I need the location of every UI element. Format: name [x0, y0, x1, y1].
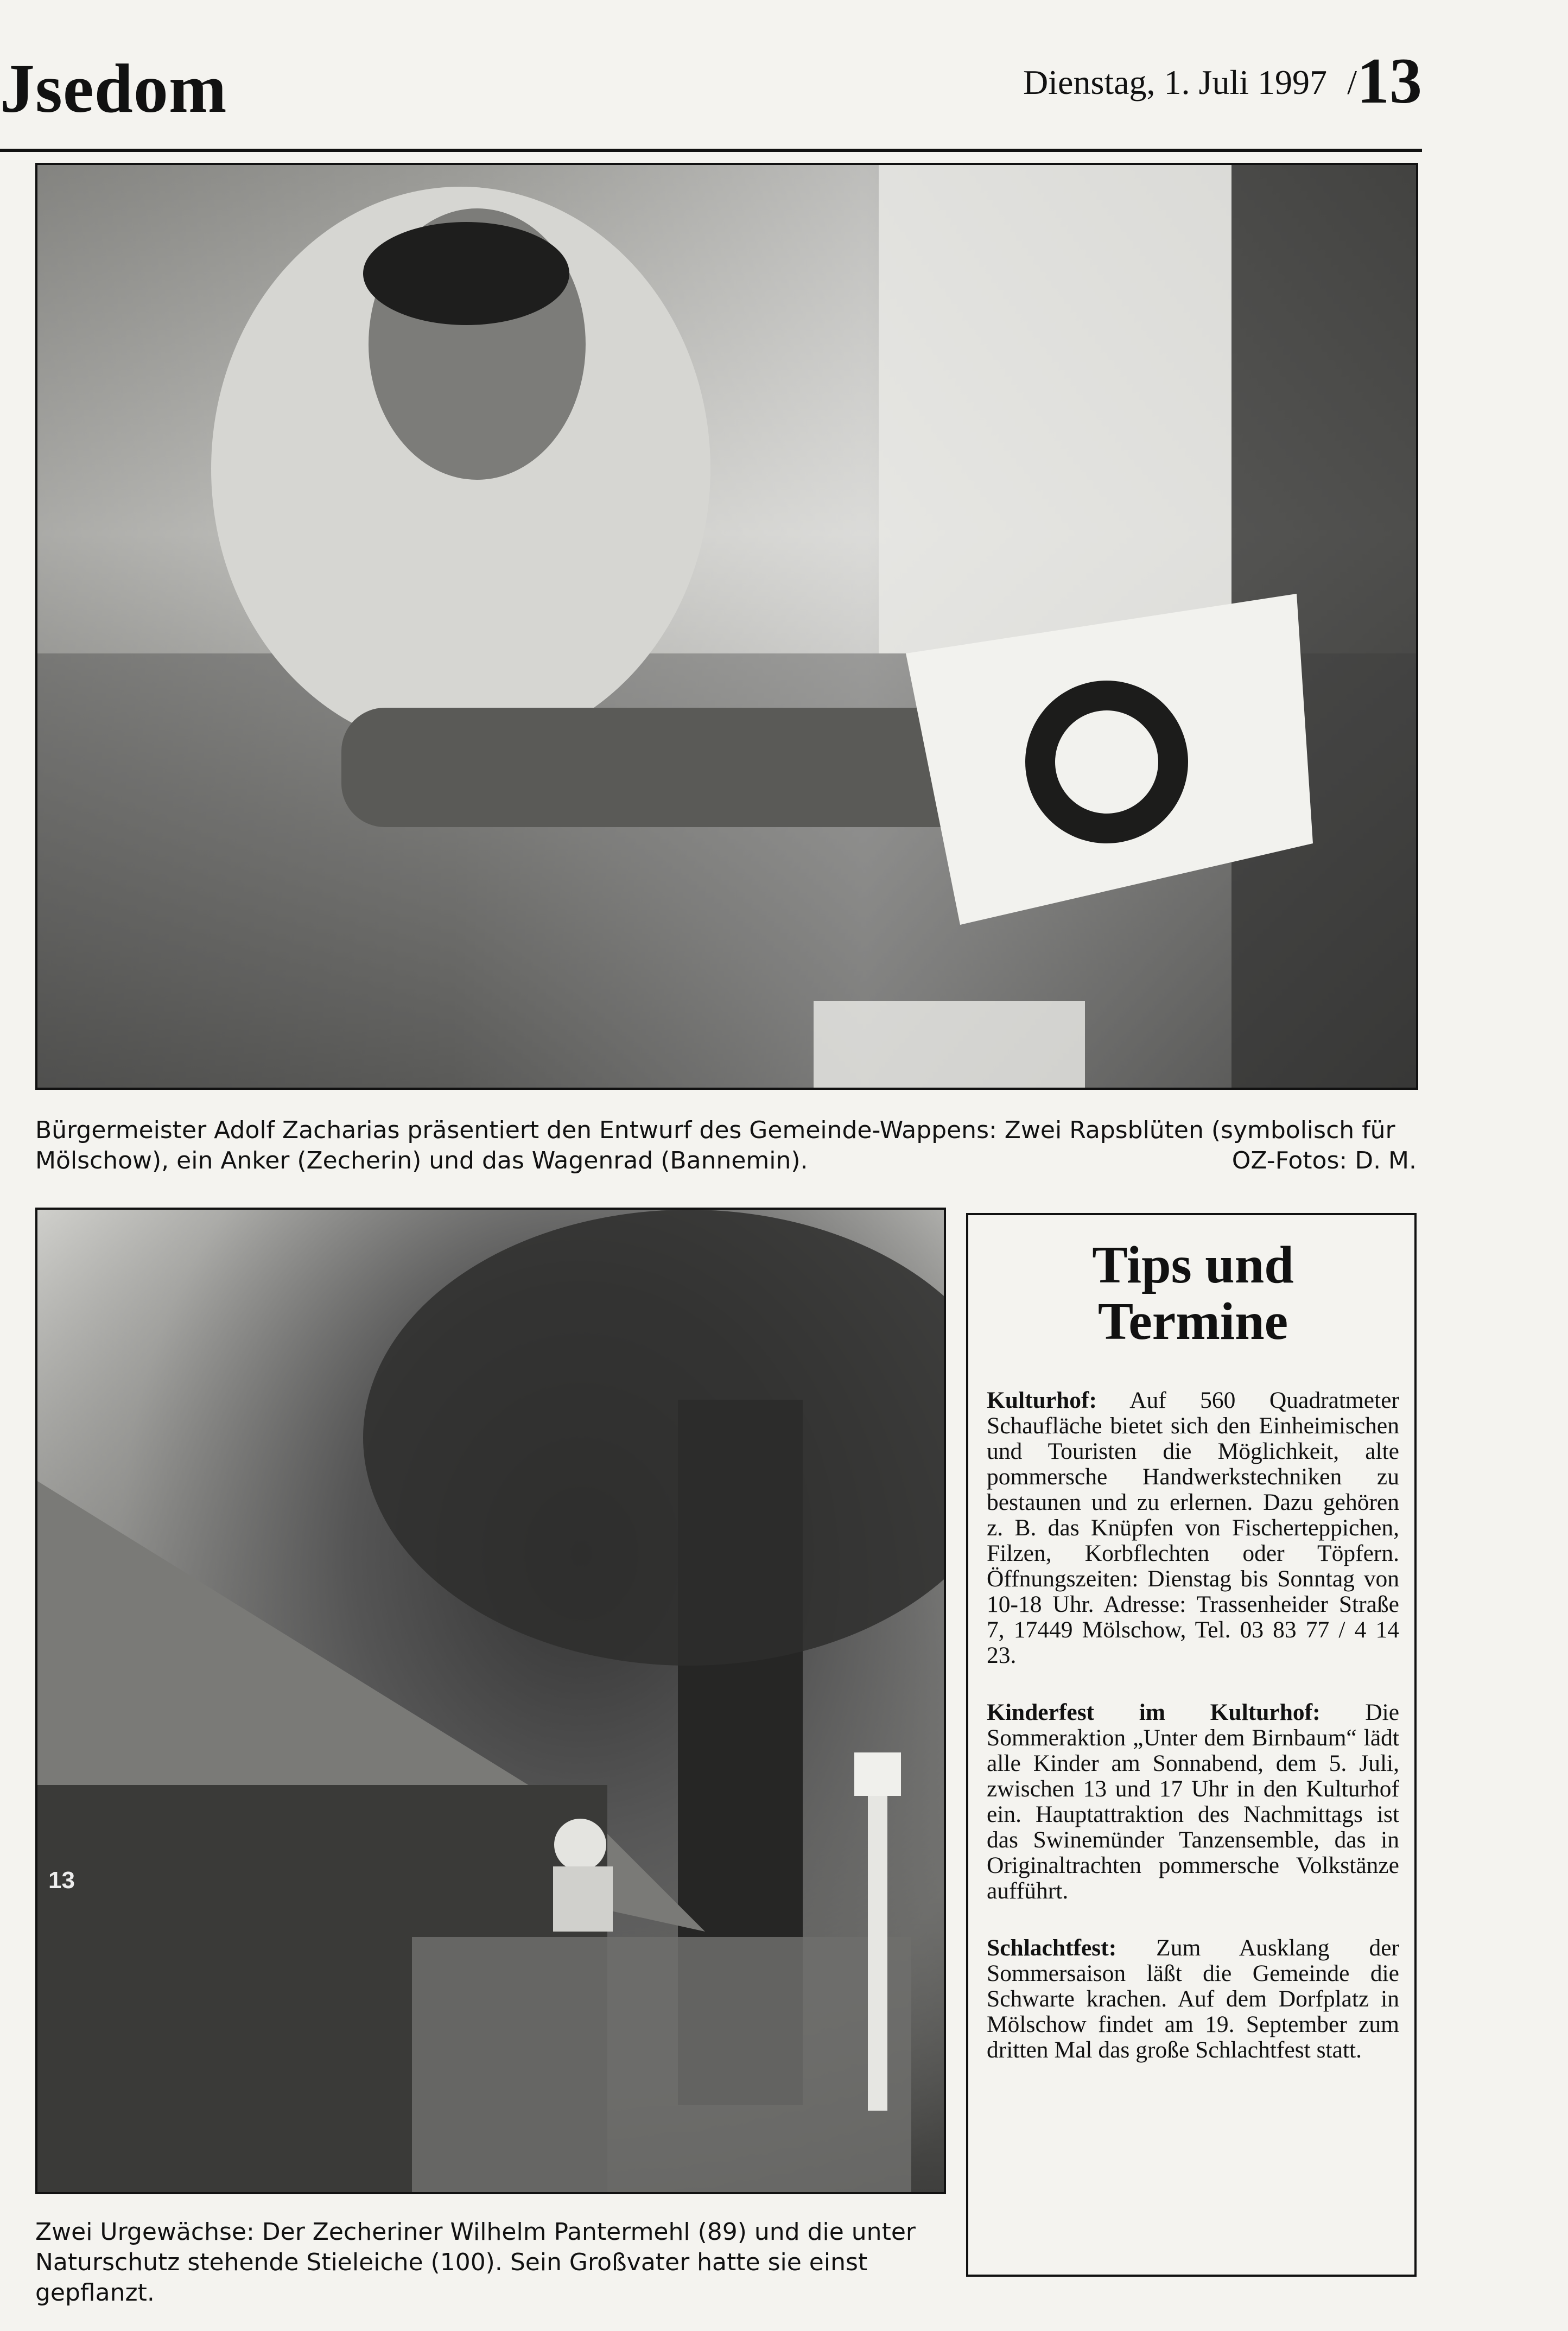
photo-credit: OZ-Fotos: D. M.: [1231, 1147, 1417, 1174]
photo-oak-illustration: [37, 1210, 944, 2192]
section-title: Jsedom: [0, 50, 227, 127]
photo-mayor-illustration: [37, 165, 1416, 1088]
tips-title-line-1: Tips und: [1092, 1236, 1294, 1294]
header-rule: [0, 149, 1422, 152]
tip-heading: Schlachtfest:: [987, 1935, 1117, 1961]
masthead: [0, 33, 1422, 127]
house-number-sign: 13: [48, 1867, 75, 1894]
tip-schlachtfest: [987, 1935, 1399, 2063]
publication-date: Dienstag, 1. Juli 1997: [1023, 63, 1327, 101]
photo-oak-and-farmhouse: [35, 1208, 946, 2194]
photo-mayor-with-coat-of-arms: [35, 163, 1418, 1090]
tip-body: Auf 560 Quadratmeter Schaufläche bietet sich den Einheimischen und Touristen die Möglichkeit, alte pommersche Handwerkstechniken zu bestaunen und zu erlernen. Dazu gehören z. B. das Knüpfen von Fischerteppichen, Filzen, Korbflechten oder Töpfern. Öffnungszeiten: Dienstag bis Sonntag von 10-18 Uhr. Adresse: Trassenheider Straße 7, 17449 Mölschow, Tel. 03 83 77 / 4 14 23.: [987, 1387, 1399, 1668]
tip-body: Zum Ausklang der Sommersaison läßt die Gemeinde die Schwarte krachen. Auf dem Dorfplatz in Mölschow findet am 19. September zum dritten Mal das große Schlachtfest statt.: [987, 1935, 1399, 2063]
tip-kulturhof: [987, 1388, 1399, 1668]
tips-title-line-2: Termine: [1097, 1292, 1288, 1351]
tip-body: Die Sommeraktion „Unter dem Birnbaum“ lädt alle Kinder am Sonnabend, dem 5. Juli, zwischen 13 und 17 Uhr in den Kulturhof ein. Hauptattraktion des Nachmittags ist das Swinemünder Tanzensemble, das in Originaltrachten pommersche Volkstänze aufführt.: [987, 1699, 1400, 1904]
tip-heading: Kulturhof:: [987, 1387, 1097, 1413]
photo-top-caption-block: [35, 1115, 1417, 1176]
tip-heading: Kinderfest im Kulturhof:: [987, 1699, 1321, 1725]
page-number: 13: [1357, 45, 1422, 117]
tip-kinderfest: [987, 1700, 1399, 1904]
photo-bottom-caption: Zwei Urgewächse: Der Zecheriner Wilhelm Pantermehl (89) und die unter Naturschutz stehende Stieleiche (100). Sein Großvater hatte sie einst gepflanzt.: [35, 2218, 916, 2307]
tips-title: [987, 1237, 1399, 1350]
photo-top-caption: Bürgermeister Adolf Zacharias präsentiert den Entwurf des Gemeinde-Wappens: Zwei Rapsblüten (symbolisch für Mölschow), ein Anker (Zecherin) und das Wagenrad (Bannemin).: [35, 1116, 1395, 1174]
tips-and-events-box: [966, 1213, 1417, 2277]
date-separator: /: [1347, 63, 1357, 101]
